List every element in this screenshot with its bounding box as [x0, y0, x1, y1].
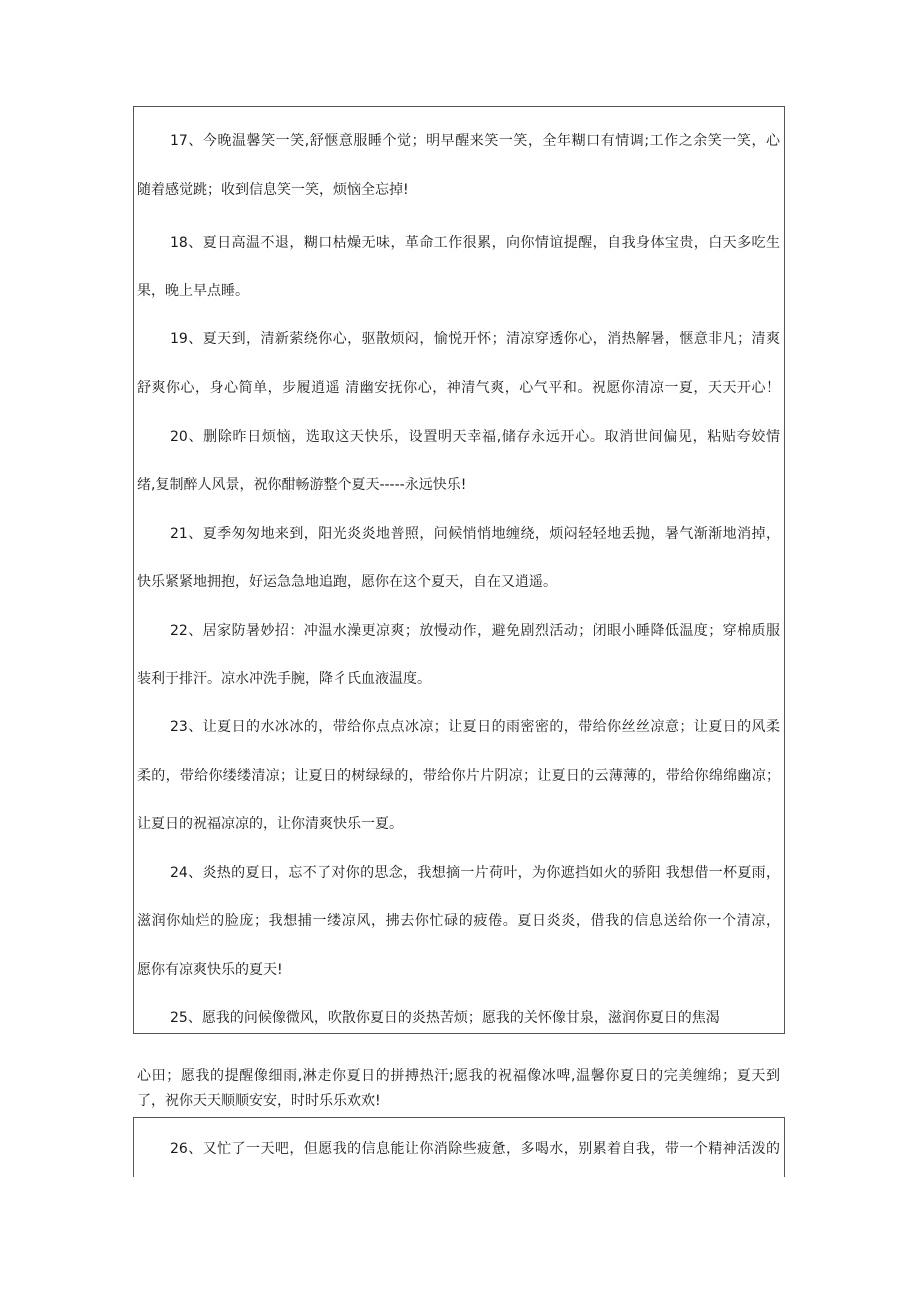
text-line: 愿你有凉爽快乐的夏天! [137, 962, 283, 978]
text-line: 让夏日的祝福凉凉的，让你清爽快乐一夏。 [137, 816, 403, 832]
text-line: 25、愿我的问候像微风，吹散你夏日的炎热苦烦；愿我的关怀像甘泉，滋润你夏日的焦渴 [170, 1010, 720, 1026]
text-line: 绪,复制醉人风景，祝你酣畅游整个夏天-----永远快乐! [137, 477, 467, 493]
text-line: 舒爽你心，身心简单，步履逍遥 清幽安抚你心，神清气爽，心气平和。祝愿你清凉一夏，天天开心！ [137, 380, 780, 396]
text-line: 18、夏日高温不退，糊口枯燥无味，革命工作很累，向你情谊提醒，自我身体宝贵，白天多吃生 [170, 235, 780, 251]
text-line: 22、居家防暑妙招：冲温水澡更凉爽；放慢动作，避免剧烈活动；闭眼小睡降低温度；穿棉质服 [170, 623, 780, 639]
text-line: 24、炎热的夏日，忘不了对你的思念，我想摘一片荷叶，为你遮挡如火的骄阳 我想借一杯夏雨， [170, 865, 780, 881]
text-line: 果，晚上早点睡。 [137, 283, 249, 299]
text-line: 柔的，带给你缕缕清凉；让夏日的树绿绿的，带给你片片阴凉；让夏日的云薄薄的，带给你绵绵幽凉； [137, 768, 780, 784]
text-line: 滋润你灿烂的脸庞；我想捕一缕凉风，拂去你忙碌的疲倦。夏日炎炎，借我的信息送给你一个清凉， [137, 913, 780, 929]
text-line: 20、删除昨日烦恼，选取这天快乐，设置明天幸福,储存永远开心。取消世间偏见，粘贴夸姣情 [170, 429, 780, 445]
text-line: 心田；愿我的提醒像细雨,淋走你夏日的拼搏热汗;愿我的祝福像冰啤,温馨你夏日的完美缠绵；夏天到 [137, 1068, 780, 1084]
text-line: 21、夏季匆匆地来到，阳光炎炎地普照，问候悄悄地缠绕，烦闷轻轻地丢抛，暑气渐渐地消掉， [170, 526, 780, 542]
text-line: 26、又忙了一天吧，但愿我的信息能让你消除些疲惫，多喝水，别累着自我，带一个精神活泼的 [170, 1141, 780, 1157]
text-line: 随着感觉跳；收到信息笑一笑，烦恼全忘掉! [137, 182, 409, 198]
text-line: 19、夏天到，清新萦绕你心，驱散烦闷，愉悦开怀；清凉穿透你心，消热解暑，惬意非凡；清爽 [170, 331, 780, 347]
text-line: 快乐紧紧地拥抱，好运急急地追跑，愿你在这个夏天，自在又逍遥。 [137, 574, 557, 590]
text-line: 17、今晚温馨笑一笑,舒惬意服睡个觉；明早醒来笑一笑，全年糊口有情调;工作之余笑一笑，心 [170, 133, 780, 149]
text-line: 23、让夏日的水冰冰的，带给你点点冰凉；让夏日的雨密密的，带给你丝丝凉意；让夏日的风柔 [170, 719, 780, 735]
text-line: 装利于排汗。凉水冲洗手腕，降彳氏血液温度。 [137, 671, 431, 687]
text-line: 了，祝你天天顺顺安安，时时乐乐欢欢! [137, 1093, 381, 1109]
